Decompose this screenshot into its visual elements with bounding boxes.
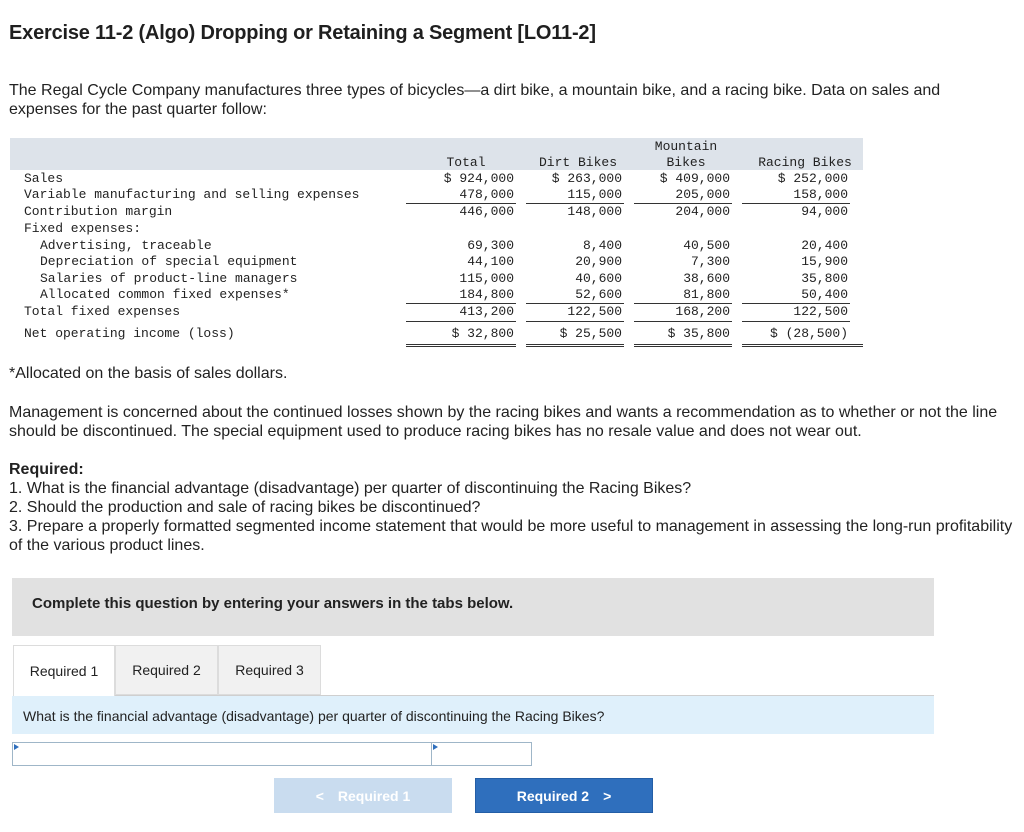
instruction-banner xyxy=(12,578,934,636)
value-mountain: 38,600 xyxy=(683,271,730,286)
table-row xyxy=(10,204,863,220)
value-mountain: 205,000 xyxy=(675,187,730,202)
value-mountain: 204,000 xyxy=(675,204,730,219)
value-racing: 122,500 xyxy=(793,304,848,319)
rule-line xyxy=(742,321,850,322)
row-label: Fixed expenses: xyxy=(24,221,142,236)
rule-line xyxy=(406,203,516,204)
value-racing: 50,400 xyxy=(801,287,848,302)
value-dirt: 122,500 xyxy=(567,304,622,319)
value-dirt: 20,900 xyxy=(575,254,622,269)
rule-line xyxy=(634,303,732,304)
answer-amount-input[interactable] xyxy=(431,742,532,766)
question-bar xyxy=(12,696,934,734)
rule-line xyxy=(406,303,516,304)
value-racing: $ 252,000 xyxy=(777,171,848,186)
required-item: 2. Should the production and sale of racing bikes be discontinued? xyxy=(9,499,481,516)
double-rule-line xyxy=(526,346,624,347)
value-total: $ 924,000 xyxy=(443,171,514,186)
value-mountain: 81,800 xyxy=(683,287,730,302)
intro-text: The Regal Cycle Company manufactures three types of bicycles—a dirt bike, a mountain bike, and a racing bike. Data on sales and expenses for the past quarter follow: xyxy=(9,82,941,118)
rule-line xyxy=(634,203,732,204)
header-dirt-bikes: Dirt Bikes xyxy=(538,155,617,170)
next-button-label: Required 2 xyxy=(516,787,590,804)
value-mountain: 7,300 xyxy=(690,254,730,269)
value-mountain: $ 409,000 xyxy=(659,171,730,186)
tab-required-2[interactable]: Required 2 xyxy=(115,645,218,695)
table-row xyxy=(10,221,863,237)
rule-line xyxy=(634,321,732,322)
value-dirt: 40,600 xyxy=(575,271,622,286)
double-rule-line xyxy=(742,344,863,345)
question-text: What is the financial advantage (disadvantage) per quarter of discontinuing the Racing Bikes? xyxy=(23,708,605,724)
rule-line xyxy=(742,303,850,304)
value-total: $ 32,800 xyxy=(451,326,514,341)
row-label: Total fixed expenses xyxy=(24,304,181,319)
value-dirt: 148,000 xyxy=(567,204,622,219)
instruction-text: Complete this question by entering your answers in the tabs below. xyxy=(32,595,514,612)
value-racing: 158,000 xyxy=(793,187,848,202)
value-total: 184,800 xyxy=(459,287,514,302)
value-racing: 94,000 xyxy=(801,204,848,219)
header-total: Total xyxy=(446,155,486,170)
value-racing: 20,400 xyxy=(801,238,848,253)
rule-line xyxy=(742,203,850,204)
value-total: 69,300 xyxy=(467,238,514,253)
required-item: 1. What is the financial advantage (disadvantage) per quarter of discontinuing the Racing Bikes? xyxy=(9,480,692,497)
value-dirt: 52,600 xyxy=(575,287,622,302)
table-row xyxy=(10,304,863,320)
rule-line xyxy=(526,203,624,204)
value-dirt: $ 263,000 xyxy=(551,171,622,186)
rule-line xyxy=(406,321,516,322)
required-title: Required: xyxy=(9,461,84,478)
row-label: Depreciation of special equipment xyxy=(40,254,298,269)
row-label: Salaries of product-line managers xyxy=(40,271,298,286)
double-rule-line xyxy=(406,346,516,347)
table-row xyxy=(10,271,863,287)
value-mountain: 168,200 xyxy=(675,304,730,319)
input-marker-icon xyxy=(433,744,438,750)
dropdown-marker-icon xyxy=(14,744,19,750)
row-label: Net operating income (loss) xyxy=(24,326,235,341)
row-label: Variable manufacturing and selling expenses xyxy=(24,187,360,202)
required-section xyxy=(9,460,1019,555)
table-row xyxy=(10,254,863,270)
header-mountain-line1: Mountain xyxy=(654,139,718,154)
value-total: 413,200 xyxy=(459,304,514,319)
prev-button-label: Required 1 xyxy=(337,787,411,804)
rule-line xyxy=(526,303,624,304)
value-total: 44,100 xyxy=(467,254,514,269)
row-label: Advertising, traceable xyxy=(40,238,212,253)
table-row xyxy=(10,187,863,203)
value-dirt: 8,400 xyxy=(582,238,622,253)
row-label: Contribution margin xyxy=(24,204,173,219)
next-required-button[interactable] xyxy=(475,778,653,813)
double-rule-line xyxy=(526,344,624,345)
tab-required-1[interactable]: Required 1 xyxy=(13,645,115,696)
footnote: *Allocated on the basis of sales dollars. xyxy=(9,365,288,382)
chevron-right-icon: > xyxy=(603,787,612,804)
value-racing: 35,800 xyxy=(801,271,848,286)
double-rule-line xyxy=(742,346,863,347)
table-row xyxy=(10,287,863,303)
value-mountain: $ 35,800 xyxy=(667,326,730,341)
chevron-left-icon: < xyxy=(315,787,324,804)
rule-line xyxy=(526,321,624,322)
prev-required-button[interactable] xyxy=(274,778,452,813)
double-rule-line xyxy=(634,346,732,347)
double-rule-line xyxy=(634,344,732,345)
value-racing: 15,900 xyxy=(801,254,848,269)
value-dirt: 115,000 xyxy=(567,187,622,202)
header-racing-bikes: Racing Bikes xyxy=(758,155,852,170)
tab-required-3[interactable]: Required 3 xyxy=(218,645,321,695)
value-total: 446,000 xyxy=(459,204,514,219)
table-row xyxy=(10,238,863,254)
management-text: Management is concerned about the continued losses shown by the racing bikes and wants a recommendation as to whether or not the line should be discontinued. The special equipment used to produce racing bikes has no resale value and does not wear out. xyxy=(9,404,998,440)
row-label: Sales xyxy=(24,171,64,186)
value-dirt: $ 25,500 xyxy=(559,326,622,341)
table-row xyxy=(10,326,863,342)
required-item: 3. Prepare a properly formatted segmented income statement that would be more useful to management in assessing the long-run profitability of the various product lines. xyxy=(9,518,1013,554)
value-total: 115,000 xyxy=(459,271,514,286)
row-label: Allocated common fixed expenses* xyxy=(40,287,290,302)
table-row xyxy=(10,171,863,187)
value-racing: $ (28,500) xyxy=(769,326,848,341)
value-total: 478,000 xyxy=(459,187,514,202)
header-mountain-line2: Bikes xyxy=(666,155,706,170)
double-rule-line xyxy=(406,344,516,345)
page-title: Exercise 11-2 (Algo) Dropping or Retaining a Segment [LO11-2] xyxy=(9,22,596,44)
value-mountain: 40,500 xyxy=(683,238,730,253)
answer-label-input[interactable] xyxy=(12,742,432,766)
